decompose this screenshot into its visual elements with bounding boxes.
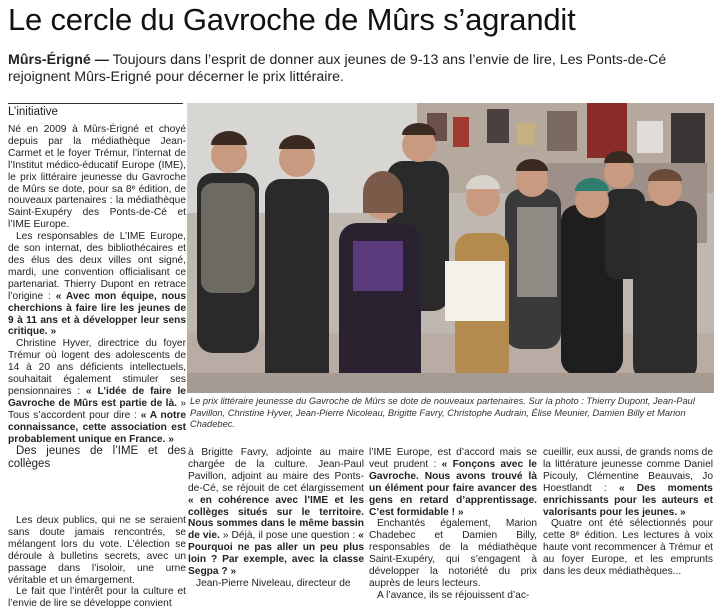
paragraph-text: cueillir, eux aussi, de grands noms de la littérature jeunesse comme Daniel Picouly, Clémentine Beauvais, Jo Hoestlandt : [543, 447, 713, 494]
paragraph-text: l’IME Europe, est d’accord mais se veut prudent : [369, 447, 537, 470]
quote: « Pourquoi ne pas aller un peu plus loin ? Par exemple, avec la classe Segpa ? » [188, 530, 364, 578]
paragraph [369, 447, 537, 518]
paragraph-text: Les responsables de L’IME Europe, de son internat, des bibliothécaires et des élus des deux villes ont signé, mardi, une convention officialisant ce partenariat. Thierry Dupont en retrace l’origine : [8, 231, 186, 302]
paragraph-text: » Déjà, il pose une question : [222, 530, 356, 542]
paragraph [188, 447, 364, 578]
paragraph [543, 447, 713, 518]
standfirst-place: Mûrs-Érigné — [8, 52, 109, 68]
quote: « en cohérence avec l’IME et les collèges situés sur le territoire. Nous sommes dans le même bassin de vie. [188, 494, 364, 542]
quote: « Avec mon équipe, nous cherchions à faire lire les jeunes de 9 à 11 ans et à développer leur sens critique. » [8, 290, 186, 338]
photo-caption: Le prix littéraire jeunesse du Gavroche de Mûrs se dote de nouveaux partenaires. Sur la photo : Thierry Dupont, Jean-Paul Pavillon, Christine Hyver, Jean-Pierre Nicoleau, Brigitte Favry, Christophe Audrain, Élise Meunier, Damien Billy et Marion Chadebec. [190, 396, 695, 429]
paragraph: Enchantés également, Marion Chadebec et Damien Billy, responsables de la médiathèque Saint-Exupéry, qui s’engagent à développer la notoriété du prix auprès de leurs lecteurs. [369, 518, 537, 589]
group-photo [187, 103, 714, 393]
standfirst-text: Toujours dans l’esprit de donner aux jeunes de 9-13 ans l’envie de lire, Les Ponts-de-Cé rejoignent Mûrs-Erigné pour décerner le prix littéraire. [8, 52, 667, 85]
paragraph-text: Christine Hyver, directrice du foyer Trémur où logent des adolescents de 14 à 20 ans déficients intellectuels, souhaitait également stimuler ses pensionnaires : [8, 338, 186, 397]
paragraph: A l’avance, ils se réjouissent d’ac- [377, 589, 530, 601]
paragraph: Jean-Pierre Niveleau, directeur de [196, 577, 351, 589]
photo-illustration [187, 103, 714, 393]
paragraph-text: » Tous s’accordent pour dire : [8, 397, 187, 421]
quote: « L’idée de faire le Gavroche de Mûrs est partie de là. [8, 385, 186, 409]
standfirst [8, 52, 708, 86]
article-column-1 [8, 124, 186, 471]
quote: « Fonçons avec le Gavroche. Nous avons trouvé là un élément pour faire avancer des gens en retard d’apprentissage. C’est formidable ! » [369, 458, 537, 518]
paragraph: Né en 2009 à Mûrs-Érigné et choyé depuis par la médiathèque Jean-Carmet et le foyer Trémur, l’internat de l’Institut médico-éducatif Europe (IME), le prix littéraire jeunesse du Gavroche de Mûrs se dote, pour sa 8ᵉ édition, de nouveaux partenaires : la médiathèque Saint-Exupéry des Ponts-de-Cé et l’IME Europe. [8, 124, 186, 231]
headline: Le cercle du Gavroche de Mûrs s’agrandit [8, 2, 576, 37]
paragraph: Le fait que l’intérêt pour la culture et l’envie de lire se développe convient [8, 586, 186, 610]
quote: « Des moments enrichissants pour les auteurs et valorisants pour les jeunes. » [543, 482, 713, 518]
paragraph-text: à Brigitte Favry, adjointe au maire chargée de la culture. Jean-Paul Pavillon, adjoint au maire des Ponts-de-Cé, se réjouit de cet élargissement [188, 447, 364, 494]
article-column-1-bottom [8, 515, 186, 610]
subheading: Des jeunes de l’IME et des collèges [8, 445, 186, 471]
paragraph [8, 338, 186, 445]
article-column-3 [369, 447, 537, 602]
paragraph [8, 231, 186, 338]
quote: « A notre connaissance, cette association est probablement unique en France. » [8, 409, 186, 445]
paragraph: Les deux publics, qui ne se seraient sans doute jamais rencontrés, se mélangent lors du vote. L’élection se déroule à bulletins secrets, avec un passage dans l’isoloir, une urne véritable et un émargement. [8, 515, 186, 586]
article-column-2 [188, 447, 364, 590]
paragraph: Quatre ont été sélectionnés pour cette 8ᵉ édition. Les lectures à voix haute vont recommencer à Trémur et au foyer Europe, et les emprunts dans les deux médiathèques... [543, 518, 713, 578]
article-column-4 [543, 447, 713, 578]
rubric-label: L’initiative [8, 103, 183, 118]
